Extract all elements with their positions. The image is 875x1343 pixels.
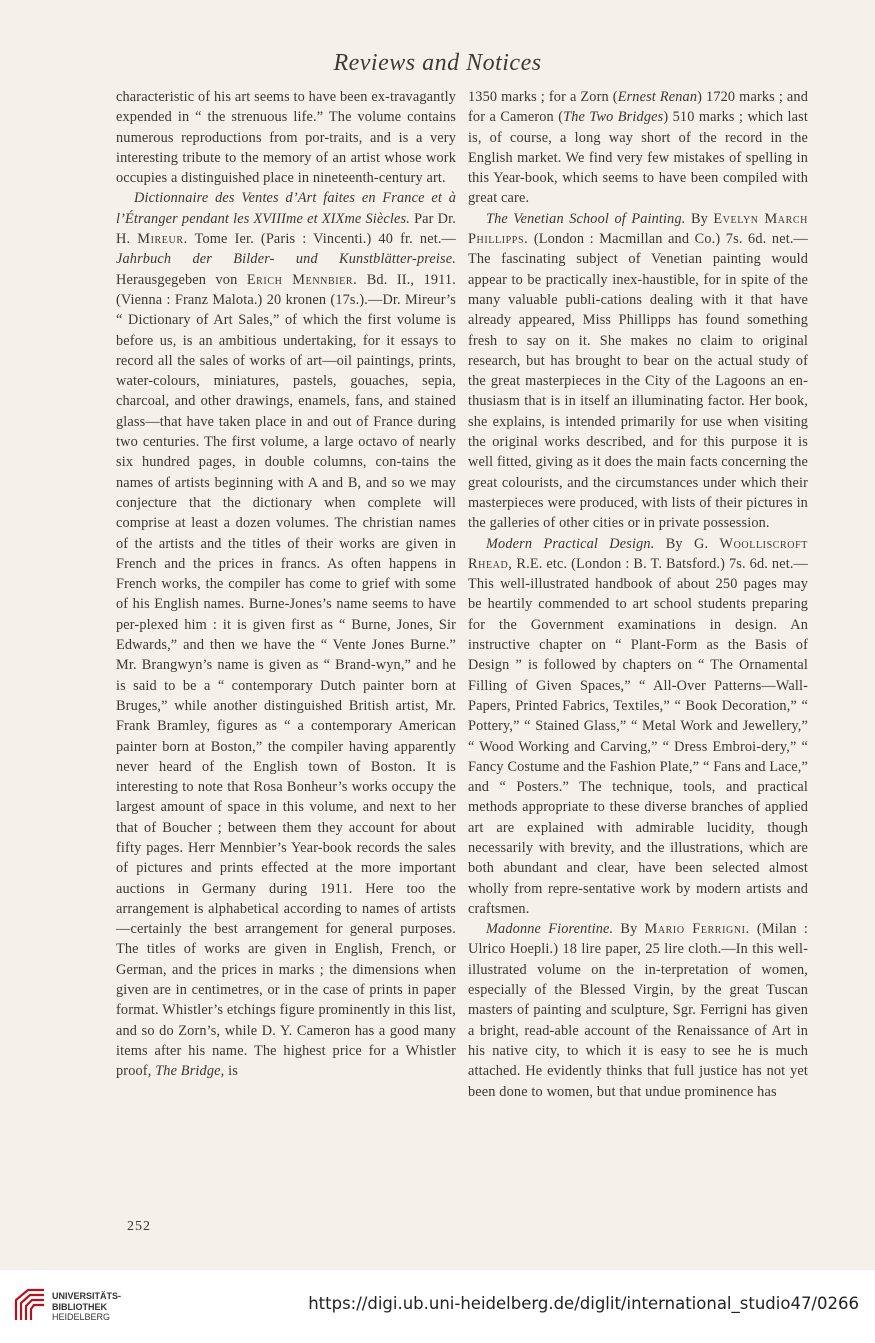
left-paragraph-2 (116, 188, 456, 1081)
left-p2-text3: Bd. II., 1911. (Vienna : Franz Malota.) 20 kronen (17s.).—Dr. Mireur’s “ Dictionary of Art Sales,” of which the first volume is before us, is an ambitious undertaking, for it essays to record all the sales of works of art—oil paintings, prints, water-colours, miniatures, pastels, gouaches, sepia, charcoal, and other drawings, enamels, fans, and stained glass—that have taken place in and out of France during two centuries. The first volume, a large octavo of nearly six hundred pages, in double columns, con-tains the names of artists beginning with A and B, and so we may conjecture that the dictionary when complete will comprise at least a dozen volumes. The christian names of the artists and the titles of their works are given in French and the prices in francs. As often happens in French works, the compiler has come to grief with some of his English names. Burne-Jones’s name seems to have per-plexed him : it is given first as “ Burne, Jones, Sir Edwards,” and then we have the “ Vente Jones Burne.” Mr. Brangwyn’s name is given as “ Brand-wyn,” and he is said to be a “ contemporary Dutch painter born at Bruges,” while another distinguished British artist, Mr. Frank Bramley, figures as “ a contemporary American painter born at Boston,” the compiler having apparently never heard of the English town of Boston. It is interesting to note that Rosa Bonheur’s works occupy the largest amount of space in this volume, and next to her that of Boucher ; between them they account for about fifty pages. Herr Mennbier’s Year-book records the sales of pictures and prints effected at the more important auctions in Germany during 1911. Here too the arrangement is alphabetical according to names of artists—certainly the best arrangement for general purposes. The titles of works are given in English, French, or German, and the prices in marks ; the dimensions when given are in centimetres, or in the case of prints in paper format. Whistler’s etchings figure prominently in this list, and so do Zorn’s, while D. Y. Cameron has a good many items after his name. The highest price for a Whistler proof, (116, 271, 456, 1080)
right-p4-text: (Milan : Ulrico Hoepli.) 18 lire paper, 25 lire cloth.—In this well-illustrated volume on the in-terpretation of women, especially of the Blessed Virgin, by the great Tuscan masters of painting and sculpture, Sgr. Ferrigni has given a bright, read-able account of the Renaissance of Art in his native city, to which it is easy to see he is much attached. He evidently thinks that full justice has not yet been done to women, but that undue prominence has (468, 921, 808, 1100)
left-column (116, 87, 456, 1082)
author-phillipps: Evelyn March Phillipps. (468, 210, 808, 248)
institution-name (52, 1291, 121, 1323)
left-p2-text1: Tome Ier. (Paris : Vincenti.) 40 fr. net.— (194, 231, 457, 248)
running-head: Reviews and Notices (333, 50, 542, 76)
review-title-venetian: The Venetian School of Painting. (486, 210, 686, 227)
left-p2-text2: Herausgegeben von (116, 271, 238, 288)
author-mireur: Mireur. (137, 231, 188, 248)
author-ferrigni: Mario Ferrigni. (644, 921, 750, 938)
left-p2-end: is (228, 1063, 238, 1080)
review-title-dictionnaire: Dictionnaire des Ventes d’Art faites en France et à l’Étranger pendant les XVIIIme et XIXme Siècles. (116, 190, 456, 227)
review-title-madonne: Madonne Fiorentine. (486, 921, 614, 938)
institution-line-2: BIBLIOTHEK (52, 1301, 107, 1312)
institution-line-1: UNIVERSITÄTS- (52, 1291, 122, 1301)
work-the-bridge: The Bridge, (155, 1063, 225, 1080)
right-p4-by: By (620, 921, 638, 938)
library-logo-icon (10, 1286, 50, 1326)
left-paragraph-1 (116, 87, 456, 188)
right-paragraph-2 (468, 209, 808, 534)
digitization-footer (0, 1270, 875, 1343)
review-title-modern-design: Modern Practical Design. (486, 535, 655, 552)
right-p2-text: (London : Macmillan and Co.) 7s. 6d. net.—The fascinating subject of Venetian painting would appear to be practically inex-haustible, for in spite of the many valuable publi-cations dealing with it that have already appeared, Miss Phillipps has found something fresh to say on it. She makes no claim to original research, but has brought to bear on the actual study of the great masterpieces in the City of the Lagoons an en-thusiasm that is in itself an illuminating factor. Her book, she explains, is intended primarily for use when visiting the original works described, and for this purpose it is well fitted, giving as it does the main facts concerning the great colourists, and the circumstances under which their masterpieces were produced, with lists of their pictures in the galleries of other cities or in private possession. (468, 231, 808, 532)
institution-line-3: HEIDELBERG (52, 1312, 111, 1322)
right-p1-a: 1350 marks ; for a Zorn ( (468, 89, 618, 105)
right-paragraph-1 (468, 87, 808, 209)
work-ernest-renan: Ernest Renan (617, 89, 698, 105)
right-paragraph-3 (468, 534, 808, 920)
right-p1-b: ) 1720 marks ; and for a Cameron ( (468, 89, 808, 126)
right-p2-by: By (690, 210, 708, 227)
source-url-link[interactable]: https://digi.ub.uni-heidelberg.de/diglit/international_studio47/0266 (308, 1294, 859, 1313)
review-title-jahrbuch: Jahrbuch der Bilder- und Kunstblätter-preise. (116, 251, 456, 268)
editor-mennbier: Erich Mennbier. (246, 271, 358, 288)
right-p1-c: ) 510 marks ; which last is, of course, a long way short of the record in the English market. We find very few mistakes of spelling in this Year-book, which seems to have been compiled with great care. (468, 109, 808, 207)
page-number: 252 (127, 1219, 151, 1234)
left-p2-pre-author: Par Dr. H. (116, 210, 456, 248)
left-p1-text: characteristic of his art seems to have been ex-travagantly expended in “ the strenuous life.” The volume contains numerous reproductions from por-traits, and is a very interesting tribute to the memory of an artist whose work occupies a distinguished place in nineteenth-century art. (116, 89, 456, 187)
right-p3-text: R.E. etc. (London : B. T. Batsford.) 7s. 6d. net.—This well-illustrated handbook of about 250 pages may be heartily commended to art school students preparing for the Government examinations in design. An instructive chapter on “ Plant-Form as the Basis of Design ” is followed by chapters on “ The Ornamental Filling of Given Spaces,” “ All-Over Patterns—Wall-Papers, Printed Fabrics, Textiles,” “ Book Decoration,” “ Pottery,” “ Stained Glass,” “ Metal Work and Jewellery,” “ Wood Working and Carving,” “ Dress Embroi-dery,” “ Fancy Costume and the Fashion Plate,” “ Fans and Lace,” and “ Posters.” The technique, tools, and practical methods appropriate to these diverse branches of applied art are explained with admirable lucidity, though necessarily with brevity, and the illustrations, which are both abundant and clear, have been selected almost wholly from repre-sentative work by modern artists and craftsmen. (468, 555, 808, 917)
right-paragraph-4 (468, 919, 808, 1102)
author-rhead: Woolliscroft Rhead, (468, 535, 808, 572)
work-two-bridges: The Two Bridges (563, 109, 664, 126)
right-column (468, 87, 808, 1102)
right-p3-by: By G. (665, 535, 709, 552)
